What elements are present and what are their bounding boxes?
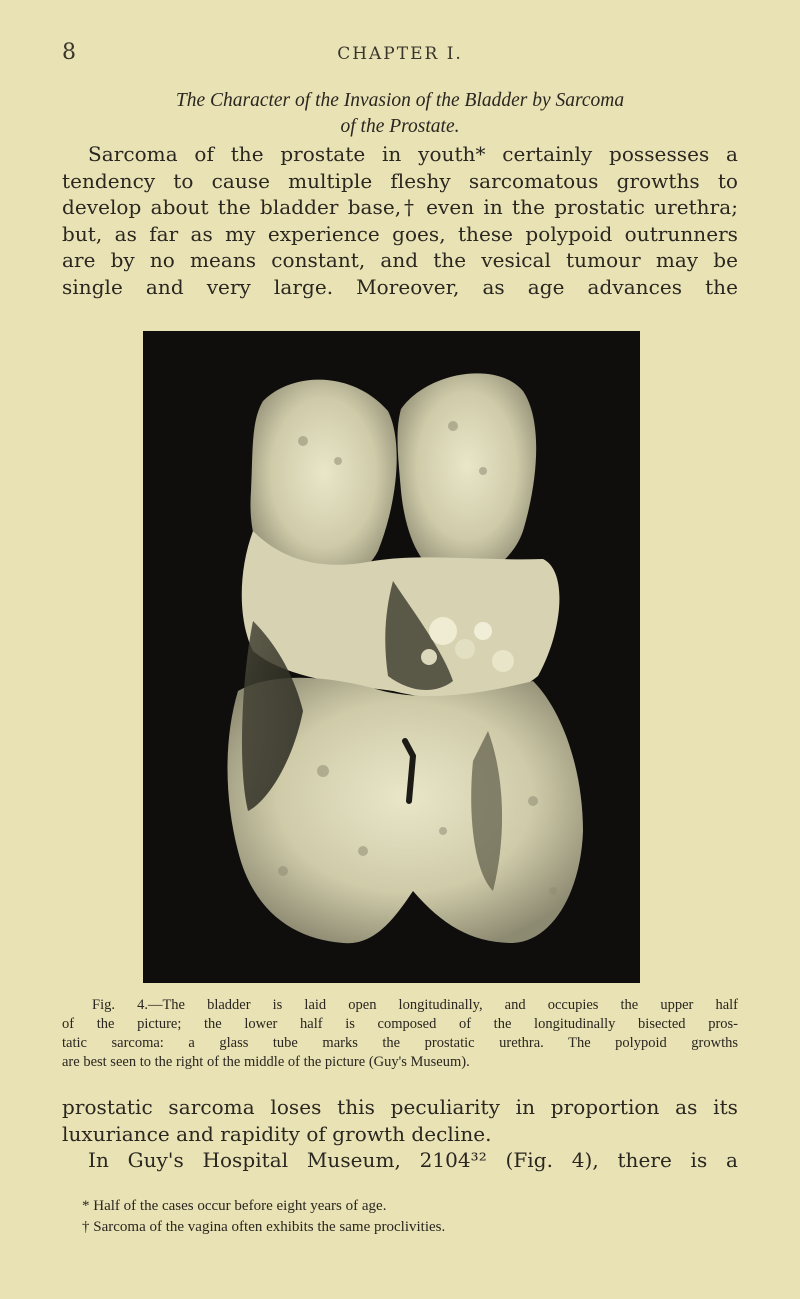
paragraph-line: tendency to cause multiple fleshy sarcomatous growths to [62,168,738,193]
footnote: * Half of the cases occur before eight years of age. [82,1198,387,1214]
section-heading-line-2: of the Prostate. [340,116,460,137]
page-number: 8 [62,40,76,65]
footnotes [62,1196,738,1238]
paragraph-line: luxuriance and rapidity of growth decline. [62,1121,492,1146]
paragraph-line: but, as far as my experience goes, these polypoid outrunners [62,221,738,246]
paragraph-2 [62,1094,738,1174]
caption-line: Fig. 4.—The bladder is laid open longitudinally, and occupies the upper half [92,997,738,1013]
running-head [62,40,738,68]
section-heading-line-1: The Character of the Invasion of the Bladder by Sarcoma [175,90,625,111]
caption-line: tatic sarcoma: a glass tube marks the prostatic urethra. The polypoid growths [62,1035,738,1051]
caption-line: are best seen to the right of the middle of the picture (Guy's Museum). [62,1054,470,1070]
specimen-illustration [143,331,640,983]
paragraph-line: are by no means constant, and the vesical tumour may be [62,248,738,273]
paragraph-1 [62,141,738,301]
paragraph-line: develop about the bladder base,† even in the prostatic urethra; [62,195,738,220]
specimen-photograph [143,331,640,983]
paragraph-line: Sarcoma of the prostate in youth* certainly possesses a [88,142,738,166]
section-heading [62,88,738,140]
footnote: † Sarcoma of the vagina often exhibits the same proclivities. [82,1219,446,1235]
paragraph-line: In Guy's Hospital Museum, 2104³² (Fig. 4), there is a [88,1148,738,1173]
figure-caption [62,996,738,1072]
paragraph-line: prostatic sarcoma loses this peculiarity in proportion as its [62,1095,738,1119]
chapter-label: CHAPTER I. [337,44,463,64]
paragraph-line: single and very large. Moreover, as age advances the [62,274,738,299]
caption-line: of the picture; the lower half is composed of the longitudinally bisected pros- [62,1016,738,1032]
